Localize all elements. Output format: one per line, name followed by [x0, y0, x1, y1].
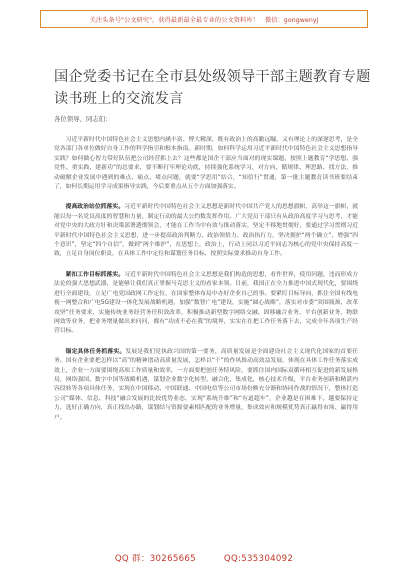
paragraph-lead: 紧扣工作目标抓落实。	[65, 271, 125, 278]
qq-group: QQ 群：30265665	[114, 554, 196, 564]
document-body	[54, 136, 358, 434]
paragraph-text: 习近平新时代中国特色社会主义思想内涵丰富、博大精深，既有政治上的高瞻远瞩，又有理论上的深邃思考，是全党各部门各单位做好自身工作的科学指引和根本指南。新时期，如何科学运用习近平新时代中国特色社会主义思想指导实践？如何做心智力带好队伍把公司经营抓上去？这些都是国企干部应当面对的现实课题。按照上题教育“学思想、强党性、重实践、建新功”的总要求，要不断打牢理论功底，持续强化系统学习，对方向、循规律、理思路、找方法，推动破解企业发展中遇到的难点、痛点、堵点问题，就要“学思用”结合，“知信行”贯通，第一批主题教育读书班要结束了，如何长期运用学习成果指导实践，今后要重点从五个方面加强落实。	[54, 137, 358, 191]
paragraph-specific-tasks	[54, 348, 358, 423]
paragraph-political-stance	[54, 203, 358, 259]
wechat-id: 微信：gongwenyj	[264, 16, 319, 24]
paragraph-text: 习近平新时代中国特色社会主义思想是我们构造的思想，看作世界，使用问题，违而形成方法论的强大思想武器，是能够让我们真正掌握马克思主义的看家本领。目前，我国正在全力推进中国式现代化，要围绕进行全面建设，立足广电党国政网工作定位，在国家整体布局中办好企业自己的事。要紧盯目标导向，抓住全国有线电视一网整合和广电5G建设一体化发展战略机遇，加强“数智广电”建设，实施“圆心战略”，落实对市委“突围瓶颈、改革攻坚”任务要求，实施传统业务经营务任积效改革，积极推动新型数字网络交融、固移融合业务、平台创新业务，物联网效等业务，把业务增量做出来问问，都有“功成不必在我”的境界，实实在在把工作任务落下去，完成全年各项生产经营目标。	[54, 271, 358, 335]
paragraph-lead: 提高政治站位抓落实。	[65, 204, 125, 211]
document-title: 国企党委书记在全市县处级领导干部主题教育专题读书班上的交流发言	[54, 69, 371, 107]
paragraph-intro	[54, 136, 358, 192]
promo-banner	[40, 10, 368, 28]
paragraph-lead: 锚定具体任务抓落实。	[65, 348, 126, 355]
greeting: 各位领导、同志们：	[54, 115, 112, 123]
qq-number: QQ:535304092	[223, 554, 294, 564]
paragraph-text: 发展是我们党执政兴国的第一要务，高质量发展是全面建设社会主义现代化国家的首要任务。国有企业要把怎样以“高”的精神谱动高质量发展，怎样以“干”的作风推动高效益发展，体现在具体工作任务落实成效上，企业一方面要围绕高项工作质量和效率，一方面要把创任务特风险，要抓住国内国际双循环相互促进的新发展格局，网络强国、数字中国等战略机遇，谋划企业数字化转型、融合化、集成化，核心技术升级，平台业务创新和精湛内容段转等各项具体任务，实现在中国移动、中国联通、中国电信等公司市场份额充分渐和协同作战的情况下，整体打造公司“媒体、信息、科技”融合发展的比较优势业态，实现“系统升维”和“有道超车”，企业越是在困难下，越要保持定力，选好正确方向，真正找出办路，谋划结与资源要素相匹配的业务增量，集成效应和规模优势真正赢得市场、赢得用户。	[54, 348, 358, 421]
contact-footer	[0, 552, 408, 564]
promo-banner-text: 关注头条号"公文研究"，获得最新最全最专业的公文资料库！	[89, 16, 259, 24]
paragraph-work-goals	[54, 271, 358, 337]
paragraph-text: 习近平新时代中国特色社会主义思想是新时代中国共产党人的思想旗帜，高举这一旗帜，就能以每一名党员高度的智慧和力量，制定行动的最大公约数发挥作用。广大党员干部只有从政治高度学习与思考，才能对党中央的大政方针和决策部署透彻领会，才能在工作当中有效与推动落实，坚定不移地贯彻好，要通过学习贯彻习近平新时代中国特色社会主义思想，进一步提高政治判断力、政治领悟力、政治执行力，坚决拥护“两个确立”，增强“四个意识”，坚定“四个自信”，做到“两个维护”，在思想上，政治上，行动上同以习近平同志为核心的党中央保持高度一致，立足自身岗位职责，在具体工作中定位和谋划任务目标，按照实际要求推动自身工作。	[54, 204, 358, 258]
